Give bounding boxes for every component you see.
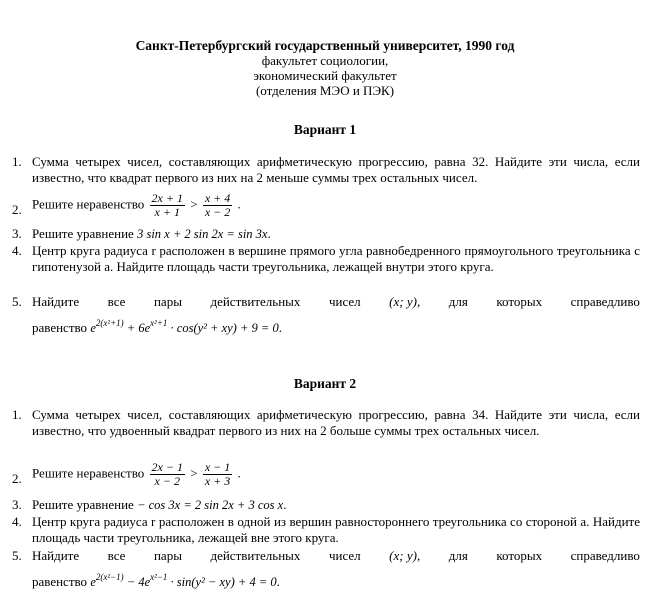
word: которых [496, 294, 543, 309]
variable-pair: (x; y), [389, 294, 421, 309]
right-numerator: x − 1 [204, 460, 231, 474]
variable-pair: (x; y), [389, 548, 421, 563]
problem-text: Центр круга радиуса r расположен в одной из вершин равностороннего треугольника со стороной a. Найдите площадь части треугольника, лежащей вне этого круга. [32, 514, 640, 545]
problem-tail: . [278, 320, 282, 335]
left-fraction [150, 192, 185, 219]
left-denominator: x − 2 [154, 474, 180, 488]
variant-2-title: Вариант 2 [293, 376, 357, 391]
right-fraction [203, 192, 232, 219]
right-denominator: x − 2 [204, 205, 231, 219]
word: чисел [328, 294, 361, 309]
university-title: Санкт-Петербургский государственный университет, 1990 год [135, 38, 515, 53]
relation-sign: > [190, 465, 198, 481]
problem-lead: равенство [32, 574, 88, 589]
relation-sign: > [190, 196, 198, 212]
problem-number: 3. [12, 497, 22, 512]
problem-second-line [32, 320, 640, 336]
problem-number: 1. [12, 154, 22, 169]
word: действительных [210, 548, 301, 563]
variant-1-title: Вариант 1 [293, 122, 357, 137]
word: пары [153, 294, 182, 309]
word: которых [496, 548, 543, 563]
equation: $e^{2(x^2+1)} + 6e^{x^2+1} \cdot \cos(y^2 + xy) + 9 = 0$ [90, 318, 279, 335]
problem-number: 2. [12, 202, 22, 217]
problem-text: Сумма четырех чисел, составляющих арифметическую прогрессию, равна 34. Найдите эти числа, если известно, что удвоенный квадрат первого из них на 2 больше суммы трех остальных чисел. [32, 407, 640, 438]
word: чисел [328, 548, 361, 563]
faculty-line-2: экономический факультет [253, 68, 397, 83]
problem-lead: Решите неравенство [32, 465, 145, 481]
faculty-line-3: (отделения МЭО и ПЭК) [255, 83, 395, 98]
problem-text [32, 461, 640, 488]
left-denominator: x + 1 [154, 205, 180, 219]
problem-lead: равенство [32, 320, 88, 335]
faculty-line-1: факультет социологии, [261, 53, 389, 68]
problem-text [32, 192, 640, 219]
word: для [448, 548, 468, 563]
problem-tail: . [283, 497, 287, 512]
problem-number: 2. [12, 471, 22, 486]
word: справедливо [570, 548, 640, 563]
problem-lead: Решите неравенство [32, 196, 145, 212]
problem-second-line [32, 574, 640, 590]
problem-tail: . [237, 465, 241, 481]
problem-text: Сумма четырех чисел, составляющих арифметическую прогрессию, равна 32. Найдите эти числа, если известно, что квадрат первого из них на 2 меньше суммы трех остальных чисел. [32, 154, 640, 185]
word: пары [153, 548, 182, 563]
word: Найдите [32, 548, 80, 563]
problem-first-line [32, 548, 640, 564]
left-numerator: 2x − 1 [151, 460, 183, 474]
problem-number: 1. [12, 407, 22, 422]
problem-number: 4. [12, 514, 22, 529]
problem-text: Центр круга радиуса r расположен в вершине прямого угла равнобедренного прямоугольного треугольника с гипотенузой a. Найдите площадь части треугольника, лежащей внутри этого круга. [32, 243, 640, 274]
problem-tail: . [267, 226, 271, 241]
right-fraction [203, 461, 232, 488]
equation: $e^{2(x^2-1)} - 4e^{x^2-1} \cdot \sin(y^2 - xy) + 4 = 0$ [90, 572, 277, 589]
word: Найдите [32, 294, 80, 309]
right-numerator: x + 4 [204, 191, 231, 205]
right-denominator: x + 3 [204, 474, 231, 488]
problem-number: 4. [12, 243, 22, 258]
equation: − cos 3x = 2 sin 2x + 3 cos x [137, 498, 284, 512]
problem-first-line [32, 294, 640, 310]
problem-text [32, 226, 640, 242]
problem-lead: Решите уравнение [32, 497, 134, 512]
word: справедливо [570, 294, 640, 309]
problem-tail: . [237, 196, 241, 212]
word: действительных [210, 294, 301, 309]
problem-number: 3. [12, 226, 22, 241]
problem-lead: Решите уравнение [32, 226, 134, 241]
problem-tail: . [276, 574, 280, 589]
word: все [107, 294, 126, 309]
problem-number: 5. [12, 548, 22, 563]
problem-text [32, 294, 640, 336]
problem-text [32, 548, 640, 590]
left-fraction [150, 461, 185, 488]
problem-text [32, 497, 640, 513]
document-header [0, 38, 650, 98]
left-numerator: 2x + 1 [151, 191, 183, 205]
equation: 3 sin x + 2 sin 2x = sin 3x [137, 227, 268, 241]
word: все [107, 548, 126, 563]
problem-number: 5. [12, 294, 22, 309]
word: для [448, 294, 468, 309]
